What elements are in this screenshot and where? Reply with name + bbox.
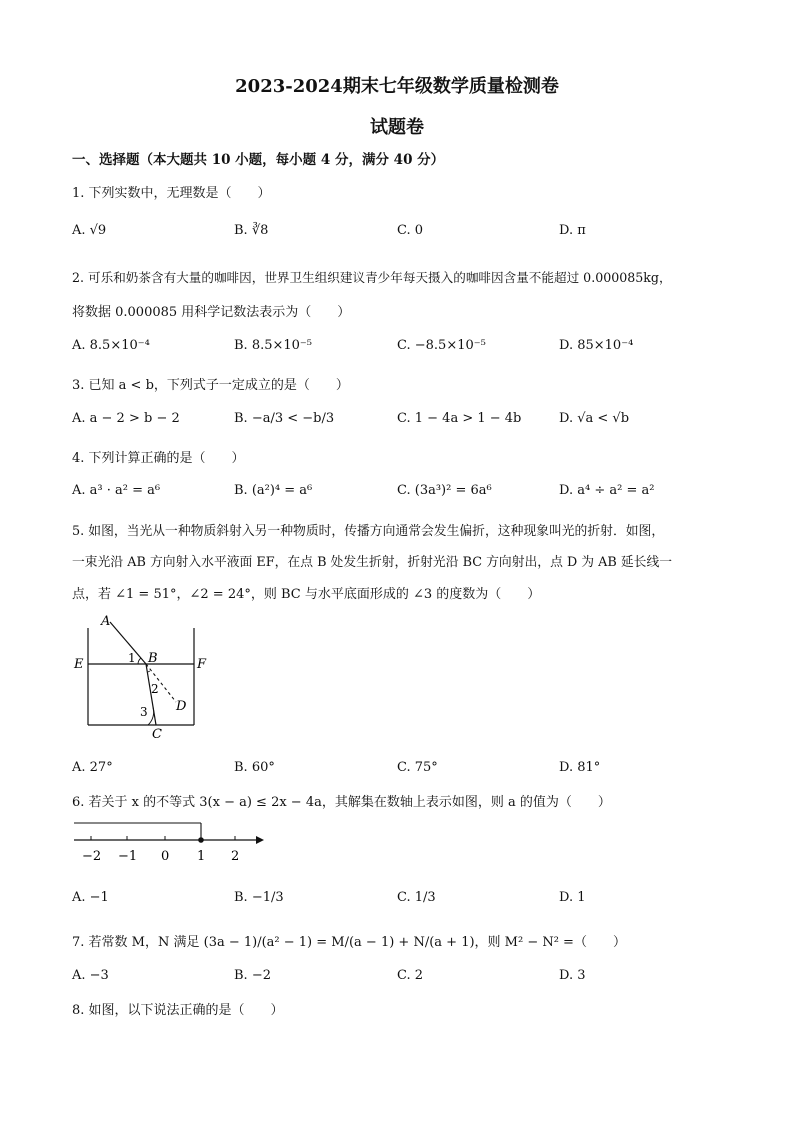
tick-label-neg2: −2 — [82, 849, 102, 864]
tick-label-2: 2 — [231, 849, 240, 864]
label-c: C — [152, 727, 162, 742]
q3-option-a: A. a − 2 > b − 2 — [72, 411, 180, 426]
question-2-stem: 2. 可乐和奶茶含有大量的咖啡因，世界卫生组织建议青少年每天摄入的咖啡因含量不能超过 0.000085kg， — [72, 270, 672, 285]
q1-option-c: C. 0 — [397, 223, 424, 238]
q1-option-b: B. ∛8 — [234, 223, 269, 238]
q5-option-a: A. 27° — [72, 760, 113, 775]
q4-option-c: C. (3a³)² = 6a⁶ — [397, 483, 492, 498]
q5-option-b: B. 60° — [234, 760, 275, 775]
q7-option-c: C. 2 — [397, 968, 424, 983]
q1-option-a: A. √9 — [72, 223, 107, 238]
q2-option-b: B. 8.5×10⁻⁵ — [234, 338, 312, 353]
q6-option-b: B. −1/3 — [234, 890, 284, 905]
question-5-stem-line2: 一束光沿 AB 方向射入水平液面 EF，在点 B 处发生折射，折射光沿 BC 方向射出，点 D 为 AB 延长线一 — [72, 555, 673, 570]
q2-option-a: A. 8.5×10⁻⁴ — [72, 338, 150, 353]
q5-option-c: C. 75° — [397, 760, 438, 775]
label-e: E — [74, 657, 84, 672]
label-angle-3: 3 — [140, 705, 148, 719]
question-5-stem: 5. 如图，当光从一种物质斜射入另一种物质时，传播方向通常会发生偏折，这种现象叫光的折射．如图， — [72, 524, 665, 539]
q3-option-d: D. √a < √b — [559, 411, 630, 426]
number-line — [70, 815, 270, 865]
q6-option-c: C. 1/3 — [397, 890, 436, 905]
tick-label-1: 1 — [197, 849, 206, 864]
question-5-stem-line3: 点，若 ∠1 = 51°，∠2 = 24°，则 BC 与水平底面形成的 ∠3 的度数为（ ） — [72, 587, 541, 602]
question-8-stem: 8. 如图，以下说法正确的是（ ） — [72, 1003, 284, 1018]
tick-label-neg1: −1 — [118, 849, 138, 864]
page-title: 2023-2024期末七年级数学质量检测卷 — [235, 76, 559, 97]
label-a: A — [101, 614, 111, 629]
tick-label-0: 0 — [161, 849, 170, 864]
q2-option-c: C. −8.5×10⁻⁵ — [397, 338, 486, 353]
refraction-figure — [70, 612, 220, 747]
label-angle-1: 1 — [128, 651, 136, 665]
label-f: F — [197, 657, 207, 672]
question-6-stem: 6. 若关于 x 的不等式 3(x − a) ≤ 2x − 4a，其解集在数轴上表示如图，则 a 的值为（ ） — [72, 795, 611, 810]
q5-option-d: D. 81° — [559, 760, 601, 775]
page-subtitle: 试题卷 — [370, 117, 424, 138]
q1-option-d: D. π — [559, 223, 586, 238]
q4-option-d: D. a⁴ ÷ a² = a² — [559, 483, 655, 498]
q6-option-a: A. −1 — [72, 890, 109, 905]
label-b: B — [148, 651, 158, 666]
q7-option-d: D. 3 — [559, 968, 586, 983]
q7-option-a: A. −3 — [72, 968, 109, 983]
section-heading: 一、选择题（本大题共 10 小题，每小题 4 分，满分 40 分） — [72, 152, 445, 168]
q4-option-a: A. a³ · a² = a⁶ — [72, 483, 161, 498]
question-7-stem: 7. 若常数 M，N 满足 (3a − 1)/(a² − 1) = M/(a − 1) + N/(a + 1)，则 M² − N² =（ ） — [72, 935, 626, 950]
q3-option-c: C. 1 − 4a > 1 − 4b — [397, 411, 522, 426]
q2-option-d: D. 85×10⁻⁴ — [559, 338, 634, 353]
q7-option-b: B. −2 — [234, 968, 271, 983]
question-3-stem: 3. 已知 a < b，下列式子一定成立的是（ ） — [72, 378, 349, 393]
label-angle-2: 2 — [151, 682, 159, 696]
q3-option-b: B. −a/3 < −b/3 — [234, 411, 335, 426]
question-1-stem: 1. 下列实数中，无理数是（ ） — [72, 186, 271, 201]
q6-option-d: D. 1 — [559, 890, 586, 905]
question-4-stem: 4. 下列计算正确的是（ ） — [72, 451, 245, 466]
label-d: D — [176, 699, 187, 714]
q4-option-b: B. (a²)⁴ = a⁶ — [234, 483, 313, 498]
question-2-stem-line2: 将数据 0.000085 用科学记数法表示为（ ） — [72, 305, 351, 320]
